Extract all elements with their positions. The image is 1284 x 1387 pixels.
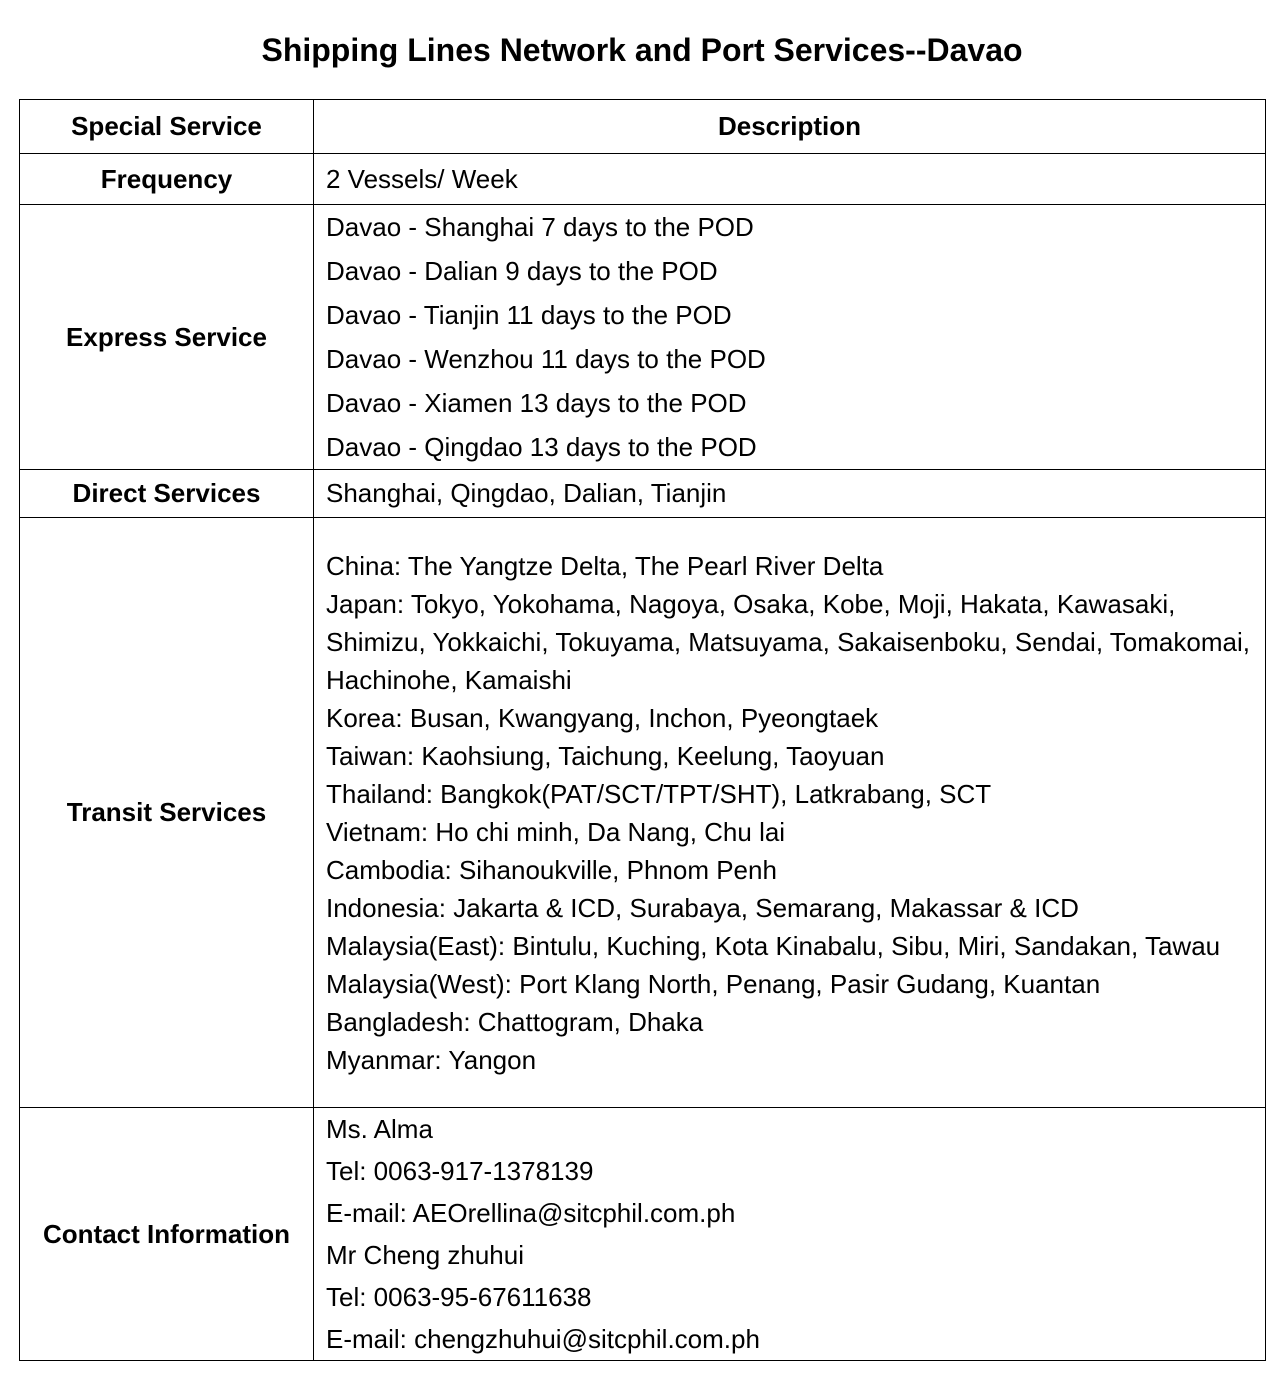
transit-line: Japan: Tokyo, Yokohama, Nagoya, Osaka, Kobe, Moji, Hakata, Kawasaki, Shimizu, Yokkaichi, Tokuyama, Matsuyama, Sakaisenboku, Sendai, Tomakomai, Hachinohe, Kamaishi — [326, 588, 1250, 695]
table-row-express — [20, 205, 1266, 470]
transit-line: Myanmar: Yangon — [326, 1044, 537, 1075]
contact-email: E-mail: chengzhuhui@sitcphil.com.ph — [326, 1324, 760, 1354]
transit-line: Korea: Busan, Kwangyang, Inchon, Pyeongtaek — [326, 702, 879, 733]
direct-value: Shanghai, Qingdao, Dalian, Tianjin — [314, 470, 1266, 518]
services-table — [19, 99, 1266, 1361]
transit-line: Vietnam: Ho chi minh, Da Nang, Chu lai — [326, 816, 786, 847]
contact-phone: Tel: 0063-95-67611638 — [326, 1282, 592, 1312]
contact-email: E-mail: AEOrellina@sitcphil.com.ph — [326, 1198, 736, 1228]
frequency-value: 2 Vessels/ Week — [314, 154, 1266, 205]
express-line: Davao - Dalian 9 days to the POD — [326, 256, 718, 286]
table-row-frequency — [20, 154, 1266, 205]
contact-lines — [314, 1108, 1266, 1361]
express-lines — [314, 205, 1266, 470]
header-description: Description — [314, 100, 1266, 154]
table-row-transit — [20, 518, 1266, 1108]
frequency-label: Frequency — [20, 154, 314, 205]
transit-line: Thailand: Bangkok(PAT/SCT/TPT/SHT), Latkrabang, SCT — [326, 778, 992, 809]
express-line: Davao - Shanghai 7 days to the POD — [326, 212, 754, 242]
transit-line: Malaysia(East): Bintulu, Kuching, Kota Kinabalu, Sibu, Miri, Sandakan, Tawau — [326, 930, 1221, 961]
transit-line: Bangladesh: Chattogram, Dhaka — [326, 1006, 704, 1037]
transit-line: Taiwan: Kaohsiung, Taichung, Keelung, Taoyuan — [326, 740, 885, 771]
contact-phone: Tel: 0063-917-1378139 — [326, 1156, 594, 1186]
express-line: Davao - Xiamen 13 days to the POD — [326, 388, 747, 418]
header-special-service: Special Service — [20, 100, 314, 154]
express-line: Davao - Qingdao 13 days to the POD — [326, 432, 757, 462]
table-row-direct — [20, 470, 1266, 518]
express-line: Davao - Tianjin 11 days to the POD — [326, 300, 732, 330]
transit-label: Transit Services — [20, 518, 314, 1108]
express-label: Express Service — [20, 205, 314, 470]
contact-name: Ms. Alma — [326, 1114, 433, 1144]
direct-label: Direct Services — [20, 470, 314, 518]
contact-name: Mr Cheng zhuhui — [326, 1240, 524, 1270]
transit-line: China: The Yangtze Delta, The Pearl River Delta — [326, 550, 884, 581]
transit-line: Malaysia(West): Port Klang North, Penang, Pasir Gudang, Kuantan — [326, 968, 1101, 999]
contact-label: Contact Information — [20, 1108, 314, 1361]
transit-lines — [314, 518, 1266, 1108]
transit-line: Cambodia: Sihanoukville, Phnom Penh — [326, 854, 777, 885]
page-title: Shipping Lines Network and Port Services--Davao — [261, 32, 1023, 68]
express-line: Davao - Wenzhou 11 days to the POD — [326, 344, 766, 374]
table-row-contact — [20, 1108, 1266, 1361]
table-header-row — [20, 100, 1266, 154]
transit-line: Indonesia: Jakarta & ICD, Surabaya, Semarang, Makassar & ICD — [326, 892, 1079, 923]
